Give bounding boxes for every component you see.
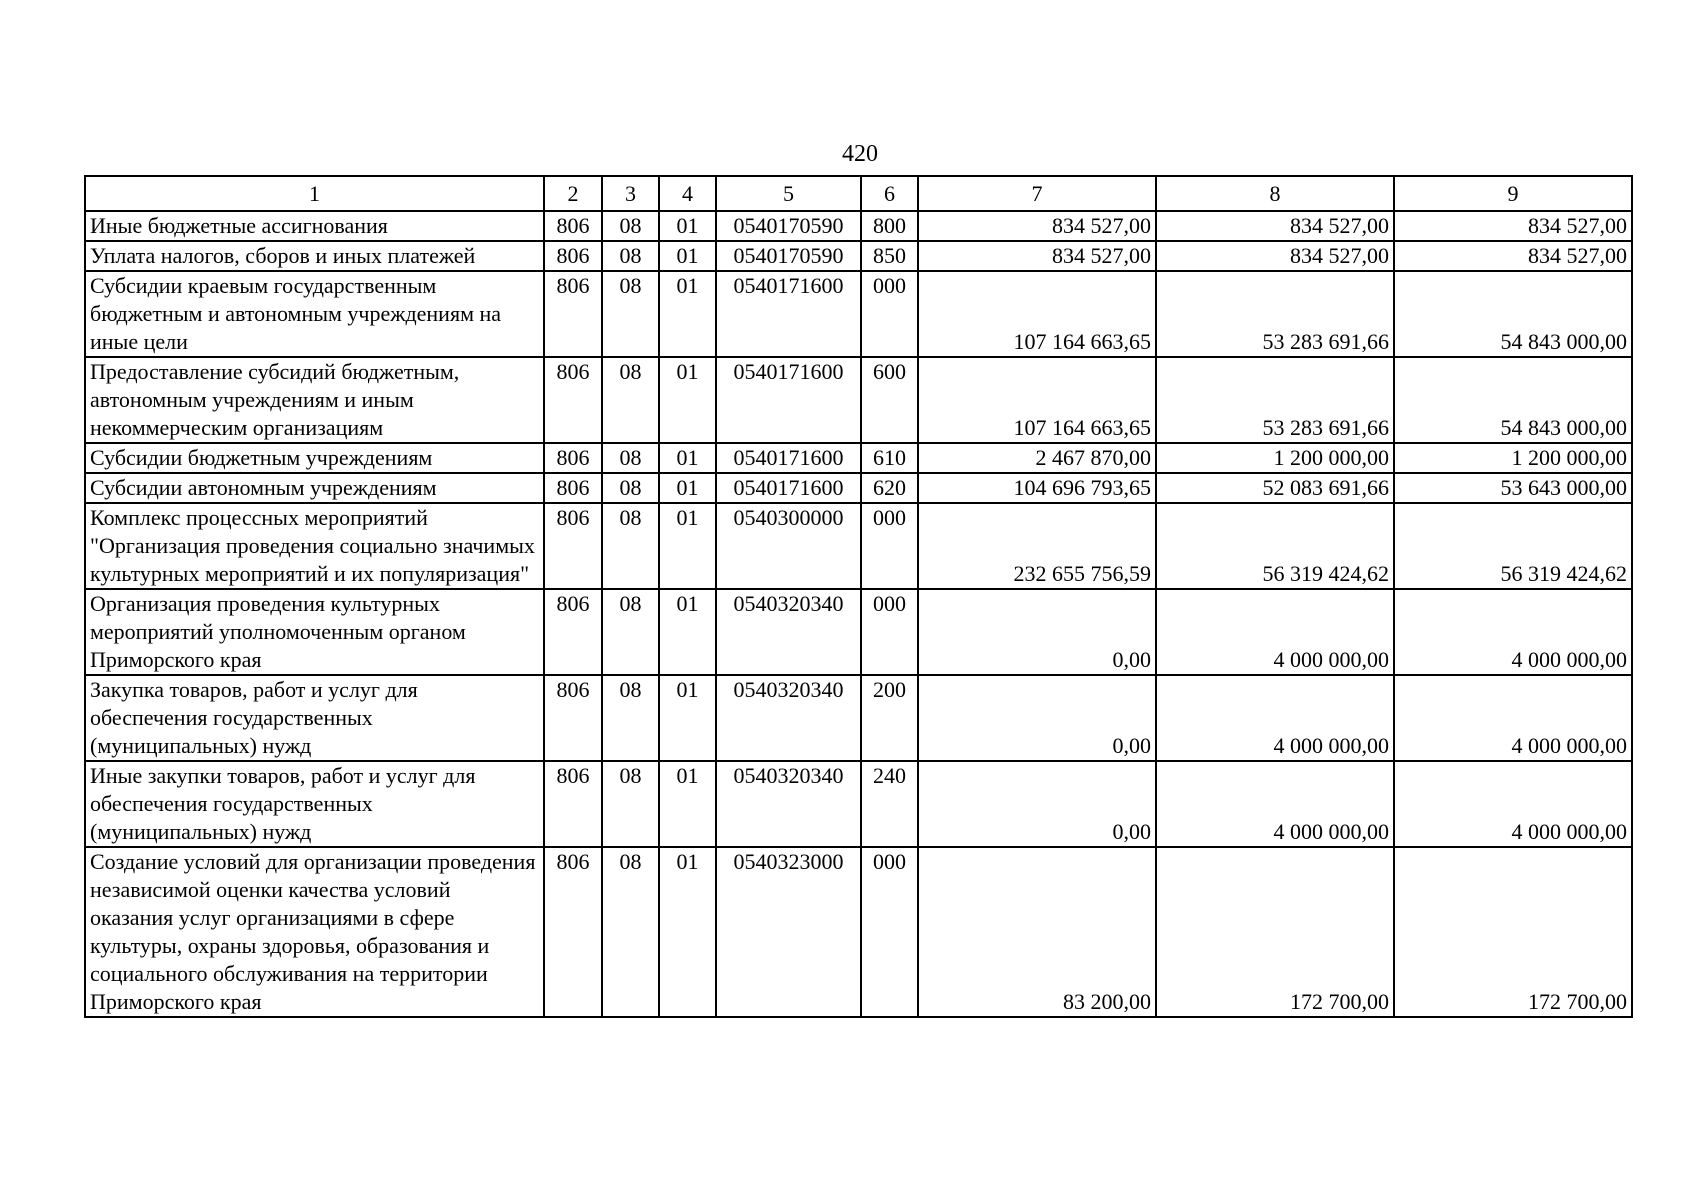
table-row xyxy=(85,761,1632,847)
header-col-5: 5 xyxy=(716,176,861,211)
row-amount-col-7: 2 467 870,00 xyxy=(918,443,1156,473)
row-section-code: 08 xyxy=(602,271,659,357)
row-ministry-code: 806 xyxy=(544,241,602,271)
row-amount-col-9: 56 319 424,62 xyxy=(1394,503,1632,589)
row-target-code: 0540171600 xyxy=(716,473,861,503)
row-name: Создание условий для организации проведения независимой оценки качества условий оказания услуг организациями в сфере культуры, охраны здоровья, образования и социального обслуживания на территории Приморского края xyxy=(85,847,544,1017)
row-amount-col-8: 4 000 000,00 xyxy=(1156,675,1394,761)
row-amount-col-8: 53 283 691,66 xyxy=(1156,357,1394,443)
table-row xyxy=(85,357,1632,443)
row-amount-col-8: 53 283 691,66 xyxy=(1156,271,1394,357)
row-ministry-code: 806 xyxy=(544,503,602,589)
row-subsection-code: 01 xyxy=(659,503,716,589)
row-amount-col-9: 172 700,00 xyxy=(1394,847,1632,1017)
row-amount-col-9: 53 643 000,00 xyxy=(1394,473,1632,503)
row-amount-col-9: 834 527,00 xyxy=(1394,211,1632,241)
row-ministry-code: 806 xyxy=(544,211,602,241)
row-subsection-code: 01 xyxy=(659,761,716,847)
row-section-code: 08 xyxy=(602,443,659,473)
row-name: Субсидии краевым государственным бюджетным и автономным учреждениям на иные цели xyxy=(85,271,544,357)
row-name: Предоставление субсидий бюджетным, автономным учреждениям и иным некоммерческим организациям xyxy=(85,357,544,443)
header-col-2: 2 xyxy=(544,176,602,211)
row-target-code: 0540171600 xyxy=(716,443,861,473)
row-amount-col-7: 834 527,00 xyxy=(918,241,1156,271)
row-ministry-code: 806 xyxy=(544,761,602,847)
row-expense-type-code: 000 xyxy=(861,271,918,357)
budget-table xyxy=(84,175,1633,1018)
row-amount-col-7: 107 164 663,65 xyxy=(918,271,1156,357)
row-expense-type-code: 610 xyxy=(861,443,918,473)
row-subsection-code: 01 xyxy=(659,271,716,357)
row-ministry-code: 806 xyxy=(544,675,602,761)
table-row xyxy=(85,271,1632,357)
row-subsection-code: 01 xyxy=(659,675,716,761)
row-expense-type-code: 800 xyxy=(861,211,918,241)
table-row xyxy=(85,473,1632,503)
row-target-code: 0540171600 xyxy=(716,271,861,357)
header-row xyxy=(85,176,1632,211)
row-section-code: 08 xyxy=(602,761,659,847)
row-target-code: 0540323000 xyxy=(716,847,861,1017)
row-ministry-code: 806 xyxy=(544,443,602,473)
row-name: Субсидии бюджетным учреждениям xyxy=(85,443,544,473)
row-section-code: 08 xyxy=(602,357,659,443)
row-target-code: 0540300000 xyxy=(716,503,861,589)
row-name: Организация проведения культурных мероприятий уполномоченным органом Приморского края xyxy=(85,589,544,675)
row-name: Иные закупки товаров, работ и услуг для обеспечения государственных (муниципальных) нужд xyxy=(85,761,544,847)
row-ministry-code: 806 xyxy=(544,847,602,1017)
row-subsection-code: 01 xyxy=(659,473,716,503)
row-amount-col-9: 4 000 000,00 xyxy=(1394,675,1632,761)
row-target-code: 0540320340 xyxy=(716,761,861,847)
row-subsection-code: 01 xyxy=(659,241,716,271)
row-section-code: 08 xyxy=(602,503,659,589)
row-ministry-code: 806 xyxy=(544,271,602,357)
row-amount-col-7: 0,00 xyxy=(918,589,1156,675)
row-amount-col-9: 54 843 000,00 xyxy=(1394,357,1632,443)
row-ministry-code: 806 xyxy=(544,589,602,675)
row-amount-col-7: 83 200,00 xyxy=(918,847,1156,1017)
row-amount-col-7: 107 164 663,65 xyxy=(918,357,1156,443)
row-subsection-code: 01 xyxy=(659,211,716,241)
row-amount-col-8: 56 319 424,62 xyxy=(1156,503,1394,589)
row-subsection-code: 01 xyxy=(659,847,716,1017)
row-amount-col-7: 834 527,00 xyxy=(918,211,1156,241)
row-ministry-code: 806 xyxy=(544,357,602,443)
row-name: Комплекс процессных мероприятий "Организация проведения социально значимых культурных мероприятий и их популяризация" xyxy=(85,503,544,589)
table-row xyxy=(85,443,1632,473)
row-target-code: 0540320340 xyxy=(716,589,861,675)
table-row xyxy=(85,847,1632,1017)
row-amount-col-9: 1 200 000,00 xyxy=(1394,443,1632,473)
header-col-9: 9 xyxy=(1394,176,1632,211)
table-row xyxy=(85,211,1632,241)
table-header xyxy=(85,176,1632,211)
row-expense-type-code: 620 xyxy=(861,473,918,503)
row-section-code: 08 xyxy=(602,241,659,271)
header-col-3: 3 xyxy=(602,176,659,211)
row-amount-col-9: 834 527,00 xyxy=(1394,241,1632,271)
header-col-7: 7 xyxy=(918,176,1156,211)
table-row xyxy=(85,503,1632,589)
row-amount-col-8: 172 700,00 xyxy=(1156,847,1394,1017)
row-subsection-code: 01 xyxy=(659,443,716,473)
row-subsection-code: 01 xyxy=(659,589,716,675)
row-target-code: 0540320340 xyxy=(716,675,861,761)
row-expense-type-code: 000 xyxy=(861,589,918,675)
row-amount-col-8: 834 527,00 xyxy=(1156,211,1394,241)
row-ministry-code: 806 xyxy=(544,473,602,503)
row-section-code: 08 xyxy=(602,847,659,1017)
table-body xyxy=(85,211,1632,1017)
row-target-code: 0540171600 xyxy=(716,357,861,443)
row-name: Иные бюджетные ассигнования xyxy=(85,211,544,241)
row-expense-type-code: 240 xyxy=(861,761,918,847)
row-section-code: 08 xyxy=(602,473,659,503)
row-expense-type-code: 850 xyxy=(861,241,918,271)
row-amount-col-8: 4 000 000,00 xyxy=(1156,761,1394,847)
table-row xyxy=(85,241,1632,271)
row-section-code: 08 xyxy=(602,211,659,241)
row-amount-col-8: 834 527,00 xyxy=(1156,241,1394,271)
row-amount-col-9: 4 000 000,00 xyxy=(1394,761,1632,847)
header-col-6: 6 xyxy=(861,176,918,211)
row-expense-type-code: 600 xyxy=(861,357,918,443)
row-section-code: 08 xyxy=(602,589,659,675)
page-number: 420 xyxy=(842,141,878,167)
row-amount-col-8: 4 000 000,00 xyxy=(1156,589,1394,675)
row-name: Уплата налогов, сборов и иных платежей xyxy=(85,241,544,271)
row-amount-col-7: 232 655 756,59 xyxy=(918,503,1156,589)
row-expense-type-code: 000 xyxy=(861,503,918,589)
row-target-code: 0540170590 xyxy=(716,211,861,241)
header-col-4: 4 xyxy=(659,176,716,211)
row-name: Субсидии автономным учреждениям xyxy=(85,473,544,503)
row-section-code: 08 xyxy=(602,675,659,761)
row-amount-col-7: 104 696 793,65 xyxy=(918,473,1156,503)
row-name: Закупка товаров, работ и услуг для обеспечения государственных (муниципальных) нужд xyxy=(85,675,544,761)
row-amount-col-8: 52 083 691,66 xyxy=(1156,473,1394,503)
row-amount-col-8: 1 200 000,00 xyxy=(1156,443,1394,473)
table-row xyxy=(85,589,1632,675)
row-subsection-code: 01 xyxy=(659,357,716,443)
header-col-8: 8 xyxy=(1156,176,1394,211)
row-amount-col-7: 0,00 xyxy=(918,761,1156,847)
row-amount-col-9: 54 843 000,00 xyxy=(1394,271,1632,357)
row-expense-type-code: 000 xyxy=(861,847,918,1017)
row-target-code: 0540170590 xyxy=(716,241,861,271)
table-row xyxy=(85,675,1632,761)
header-col-1: 1 xyxy=(85,176,544,211)
row-expense-type-code: 200 xyxy=(861,675,918,761)
row-amount-col-7: 0,00 xyxy=(918,675,1156,761)
row-amount-col-9: 4 000 000,00 xyxy=(1394,589,1632,675)
